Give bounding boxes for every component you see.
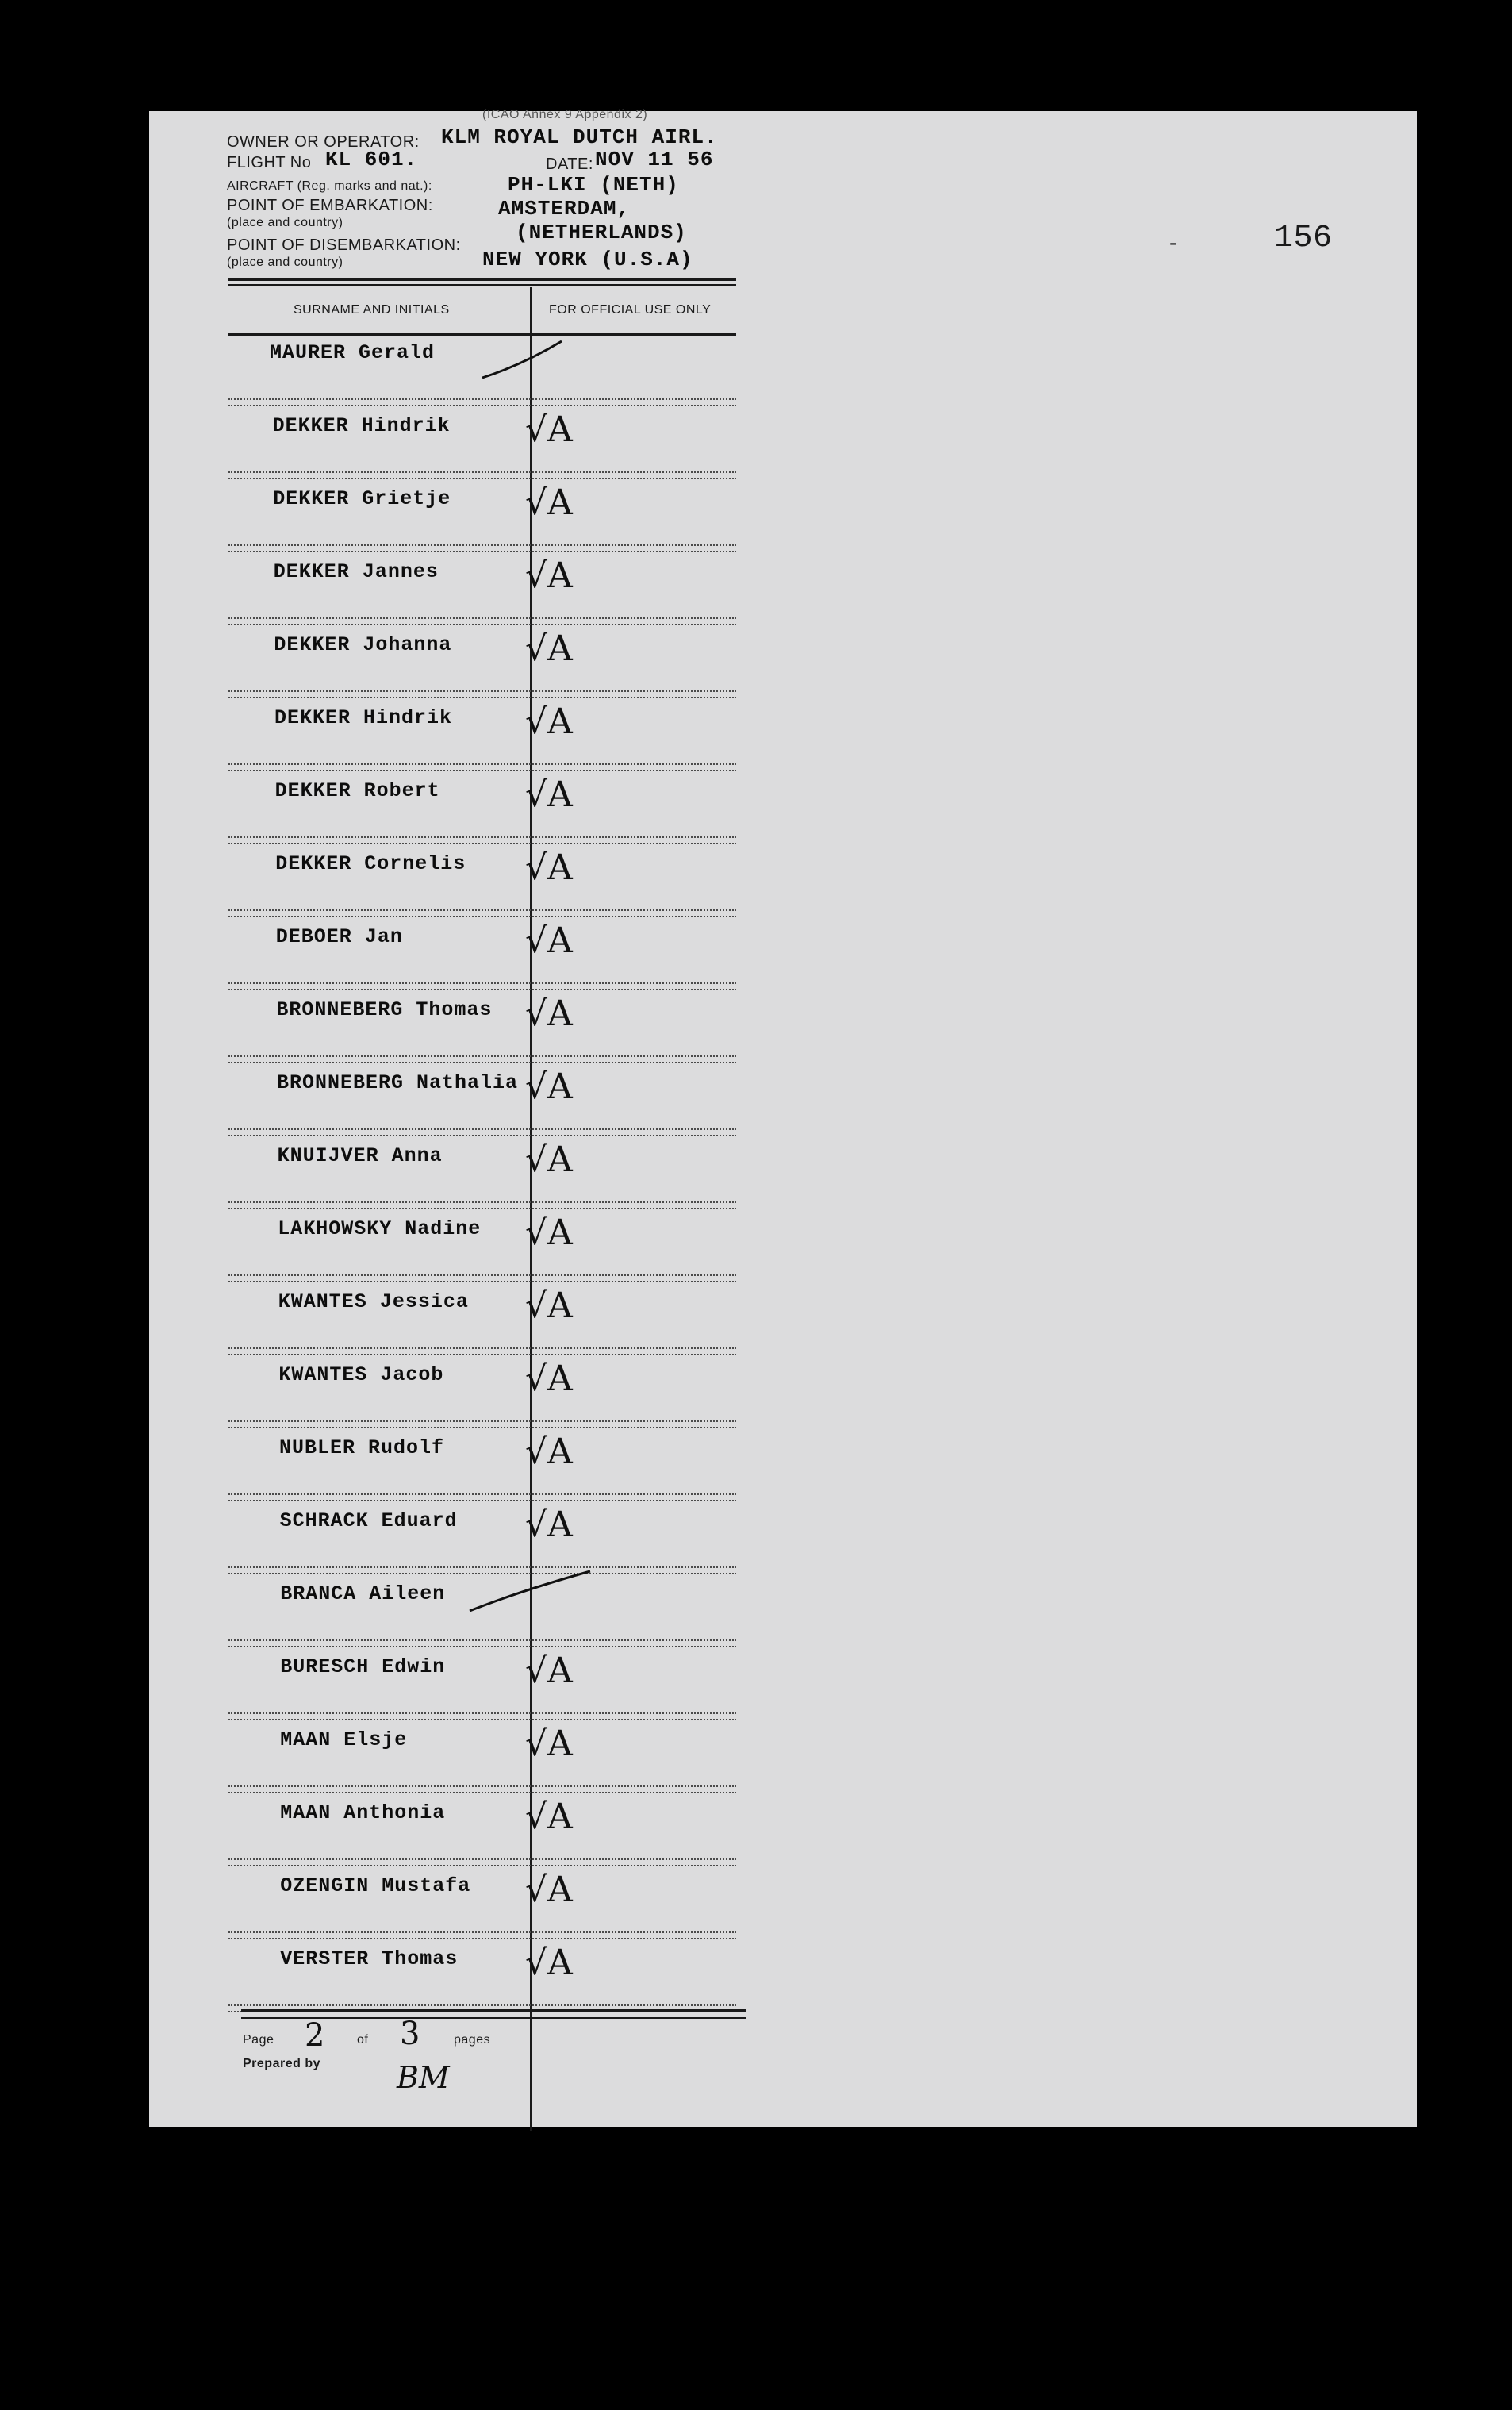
disembarkation-value: NEW YORK (U.S.A) [482, 248, 693, 271]
passenger-name: BRONNEBERG Thomas [276, 998, 493, 1021]
passenger-name: DEKKER Johanna [274, 633, 452, 656]
column-surname: SURNAME AND INITIALS [294, 303, 450, 317]
page-number: 156 [1274, 221, 1333, 256]
disembarkation-label: POINT OF DISEMBARKATION: [227, 236, 461, 254]
of-label: of [357, 2033, 369, 2047]
official-check-mark: √A [525, 628, 573, 669]
form-reference: (ICAO Annex 9 Appendix 2) [482, 108, 648, 121]
embarkation-value-2: (NETHERLANDS) [516, 221, 687, 244]
passenger-name: KWANTES Jacob [278, 1363, 444, 1386]
passenger-name: VERSTER Thomas [280, 1947, 459, 1970]
official-check-mark: √A [525, 555, 573, 596]
official-check-mark: √A [525, 921, 573, 961]
passenger-name: DEKKER Hindrik [272, 414, 451, 437]
official-check-mark: √A [525, 775, 573, 815]
aircraft-value: PH-LKI (NETH) [508, 173, 679, 197]
passenger-name: MAAN Elsje [280, 1728, 408, 1751]
column-official: FOR OFFICIAL USE ONLY [549, 303, 712, 317]
page-total: 3 [400, 2016, 420, 2052]
passenger-name: BURESCH Edwin [280, 1655, 446, 1678]
page-label: Page [243, 2033, 274, 2047]
official-check-mark: √A [525, 1870, 573, 1910]
page-dash: - [1169, 230, 1177, 255]
passenger-name: KWANTES Jessica [278, 1290, 469, 1313]
official-check-mark: √A [525, 1943, 573, 1983]
official-check-mark: √A [525, 1724, 573, 1764]
passenger-name: NUBLER Rudolf [279, 1436, 445, 1459]
passenger-name: OZENGIN Mustafa [280, 1874, 471, 1897]
passenger-name: SCHRACK Eduard [279, 1509, 458, 1532]
owner-label: OWNER OR OPERATOR: [227, 133, 420, 151]
passenger-name: DEBOER Jan [275, 925, 403, 948]
official-check-mark: √A [525, 701, 573, 742]
official-check-mark: √A [525, 1432, 573, 1472]
page-current: 2 [305, 2017, 325, 2054]
flight-label: FLIGHT No [227, 154, 312, 171]
official-check-mark: √A [525, 1286, 573, 1326]
embarkation-sub: (place and country) [227, 216, 343, 229]
embarkation-label: POINT OF EMBARKATION: [227, 197, 433, 214]
official-check-mark: √A [525, 482, 573, 523]
passenger-name: MAAN Anthonia [280, 1801, 446, 1824]
passenger-name: BRANCA Aileen [280, 1582, 446, 1605]
official-check-mark: √A [525, 848, 573, 888]
official-check-mark: √A [525, 1140, 573, 1180]
passenger-name: MAURER Gerald [270, 341, 436, 364]
aircraft-label: AIRCRAFT (Reg. marks and nat.): [227, 179, 432, 193]
passenger-name: DEKKER Jannes [273, 560, 439, 583]
passenger-name: DEKKER Grietje [273, 487, 451, 510]
prepared-by-label: Prepared by [243, 2057, 320, 2070]
pages-label: pages [454, 2033, 491, 2047]
official-check-mark: √A [525, 1797, 573, 1837]
prepared-by-signature: BM [397, 2060, 450, 2095]
passenger-name: BRONNEBERG Nathalia [277, 1071, 519, 1094]
passenger-name: LAKHOWSKY Nadine [278, 1217, 482, 1240]
date-value: NOV 11 56 [595, 148, 714, 171]
disembarkation-sub: (place and country) [227, 256, 343, 269]
manifest-sheet [149, 108, 1417, 2127]
official-check-mark: √A [525, 1651, 573, 1691]
passenger-name: DEKKER Robert [274, 779, 440, 802]
official-check-mark: √A [525, 409, 573, 450]
flight-value: KL 601. [325, 148, 418, 171]
official-check-mark: √A [525, 1213, 573, 1253]
official-check-mark: √A [525, 1505, 573, 1545]
strike-marks [149, 111, 1417, 2127]
official-check-mark: √A [525, 1359, 573, 1399]
passenger-name: DEKKER Cornelis [275, 852, 466, 875]
passenger-name: KNUIJVER Anna [277, 1144, 443, 1167]
official-check-mark: √A [525, 1067, 573, 1107]
passenger-name: DEKKER Hindrik [274, 706, 453, 729]
date-label: DATE: [546, 156, 593, 173]
owner-value: KLM ROYAL DUTCH AIRL. [441, 125, 718, 149]
embarkation-value-1: AMSTERDAM, [498, 197, 631, 221]
official-check-mark: √A [525, 994, 573, 1034]
